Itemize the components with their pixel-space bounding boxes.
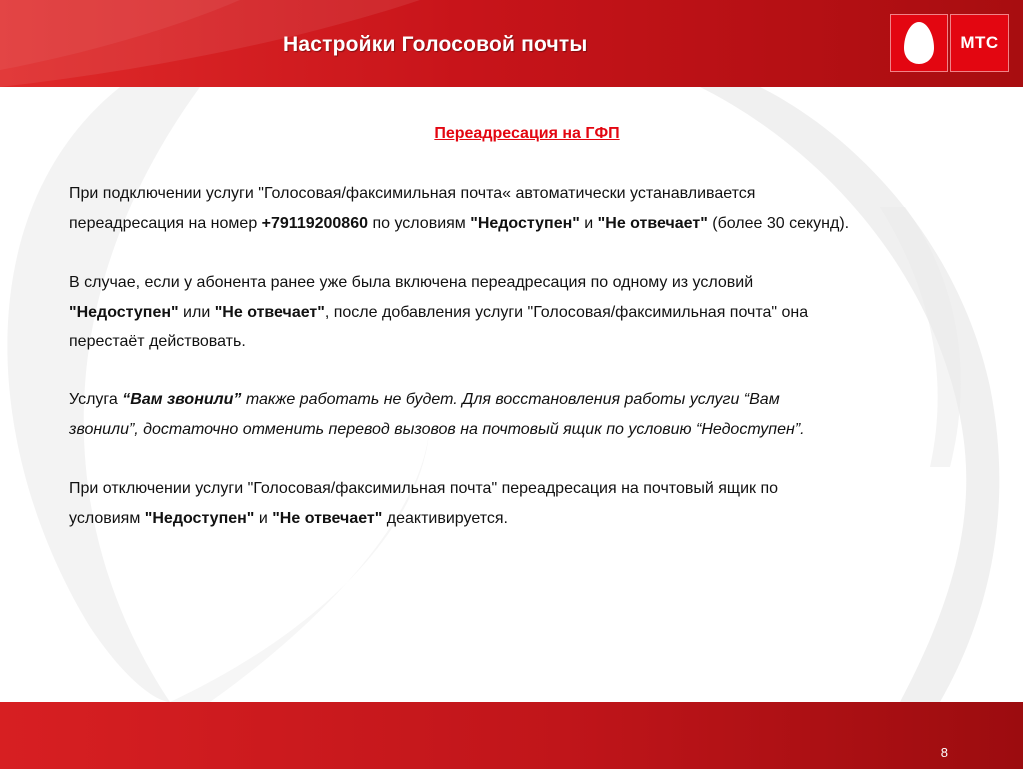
p4-line1: При отключении услуги "Голосовая/факсимильная почта" переадресация на почтовый ящик по [69, 480, 779, 497]
paragraph-disable-service [69, 474, 999, 533]
section-subtitle: Переадресация на ГФП [434, 125, 620, 142]
p1-text: и [579, 214, 598, 232]
p4-text: и [254, 509, 273, 527]
p1-text: (более 30 секунд). [707, 214, 850, 232]
p1-text: по условиям [368, 214, 471, 232]
paragraph-missed-calls-service [69, 385, 999, 444]
condition-no-answer: "Не отвечает" [214, 303, 325, 321]
footer-bar [0, 702, 1023, 769]
mts-logo [890, 14, 1009, 72]
p1-text: переадресация на номер [69, 214, 262, 232]
p3-prefix: Услуга [69, 391, 123, 408]
condition-unavailable: "Недоступен" [69, 303, 179, 321]
phone-number: +79119200860 [261, 214, 368, 232]
paragraph-existing-forwarding [69, 268, 999, 357]
p2-text: или [178, 303, 215, 321]
p3-text: также работать не будет. Для восстановления работы услуги “Вам [241, 391, 780, 408]
service-name: “Вам звонили” [122, 391, 242, 408]
p4-text: условиям [69, 509, 145, 527]
logo-wordmark: МТС [950, 14, 1009, 72]
condition-no-answer: "Не отвечает" [272, 509, 383, 527]
p2-line1: В случае, если у абонента ранее уже была включена переадресация по одному из условий [69, 274, 754, 291]
slide-title: Настройки Голосовой почты [283, 33, 588, 56]
p3-line2: звонили”, достаточно отменить перевод вызовов на почтовый ящик по условию “Недоступен”. [69, 420, 805, 438]
p2-text: , после добавления услуги "Голосовая/факсимильная почта" она [324, 303, 809, 321]
p1-line1: При подключении услуги "Голосовая/факсимильная почта« автоматически устанавливается [69, 185, 756, 202]
paragraph-auto-forwarding [69, 179, 999, 238]
condition-no-answer: "Не отвечает" [597, 214, 708, 232]
condition-unavailable: "Недоступен" [470, 214, 580, 232]
condition-unavailable: "Недоступен" [144, 509, 255, 527]
page-number: 8 [940, 745, 948, 760]
header-bar [0, 0, 1023, 87]
egg-logo-icon [890, 14, 948, 72]
p4-text: деактивируется. [382, 509, 508, 527]
p2-line3: перестаёт действовать. [69, 333, 246, 350]
